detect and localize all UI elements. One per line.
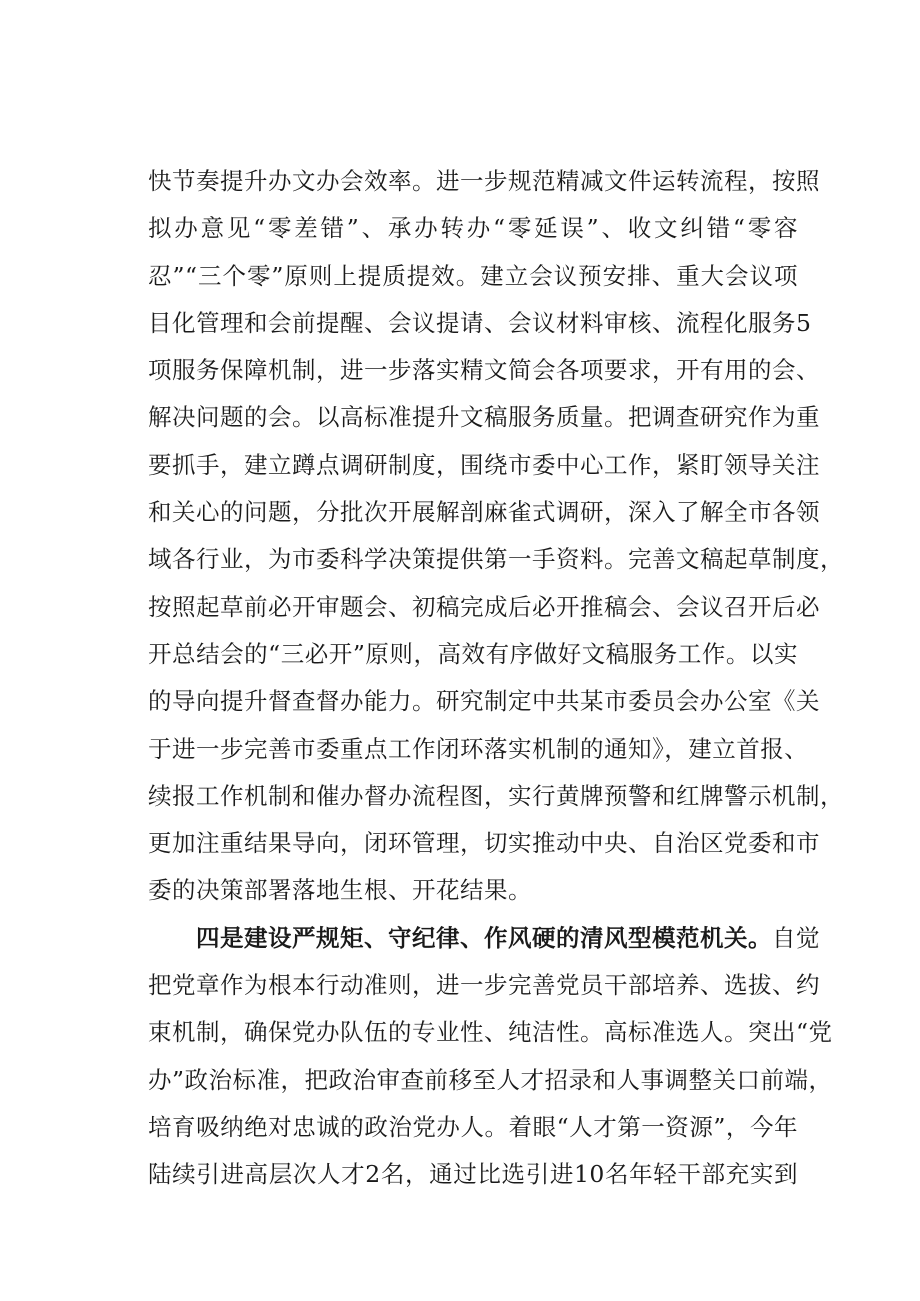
text-line: 把党章作为根本行动准则，进一步完善党员干部培养、选拔、约 — [148, 971, 820, 1000]
text-line: 开总结会的“三必开”原则，高效有序做好文稿服务工作。以实 — [148, 639, 798, 668]
text-line: 委的决策部署落地生根、开花结果。 — [148, 876, 532, 905]
text-line: 续报工作机制和催办督办流程图，实行黄牌预警和红牌警示机制， — [148, 781, 844, 810]
text-line: 忍”“三个零”原则上提质提效。建立会议预安排、重大会议项 — [148, 261, 798, 290]
text-line: 办”政治标准，把政治审查前移至人才招录和人事调整关口前端， — [148, 1065, 833, 1094]
text-line: 于进一步完善市委重点工作闭环落实机制的通知》，建立首报、 — [148, 734, 809, 763]
text-line: 陆续引进高层次人才2名，通过比选引进10名年轻干部充实到 — [148, 1160, 798, 1189]
text-line: 的导向提升督查督办能力。研究制定中共某市委员会办公室《关 — [148, 687, 820, 716]
text-line: 更加注重结果导向，闭环管理，切实推动中央、自治区党委和市 — [148, 829, 820, 858]
paragraph-heading-line — [148, 915, 820, 962]
text-line: 拟办意见“零差错”、承办转办“零延误”、收文纠错“零容 — [148, 214, 798, 243]
text-line: 项服务保障机制，进一步落实精文简会各项要求，开有用的会、 — [148, 356, 820, 385]
text-line: 按照起草前必开审题会、初稿完成后必开推稿会、会议召开后必 — [148, 592, 820, 621]
text-line: 快节奏提升办文办会效率。进一步规范精减文件运转流程，按照 — [148, 167, 820, 195]
paragraph-heading: 四是建设严规矩、守纪律、作风硬的清风型模范机关。 — [196, 923, 772, 952]
body-text — [148, 158, 844, 1199]
text-line: 要抓手，建立蹲点调研制度，围绕市委中心工作，紧盯领导关注 — [148, 450, 820, 479]
text-line: 培育吸纳绝对忠诚的政治党办人。着眼“人才第一资源”，今年 — [148, 1112, 798, 1141]
text-line: 目化管理和会前提醒、会议提请、会议材料审核、流程化服务5 — [148, 308, 812, 337]
text-line: 解决问题的会。以高标准提升文稿服务质量。把调查研究作为重 — [148, 403, 820, 432]
text-line: 和关心的问题，分批次开展解剖麻雀式调研，深入了解全市各领 — [148, 498, 820, 527]
text-line: 束机制，确保党办队伍的专业性、纯洁性。高标准选人。突出“党 — [148, 1018, 833, 1047]
text-line: 域各行业，为市委科学决策提供第一手资料。完善文稿起草制度， — [148, 545, 844, 574]
heading-tail-text: 自觉 — [772, 923, 820, 952]
